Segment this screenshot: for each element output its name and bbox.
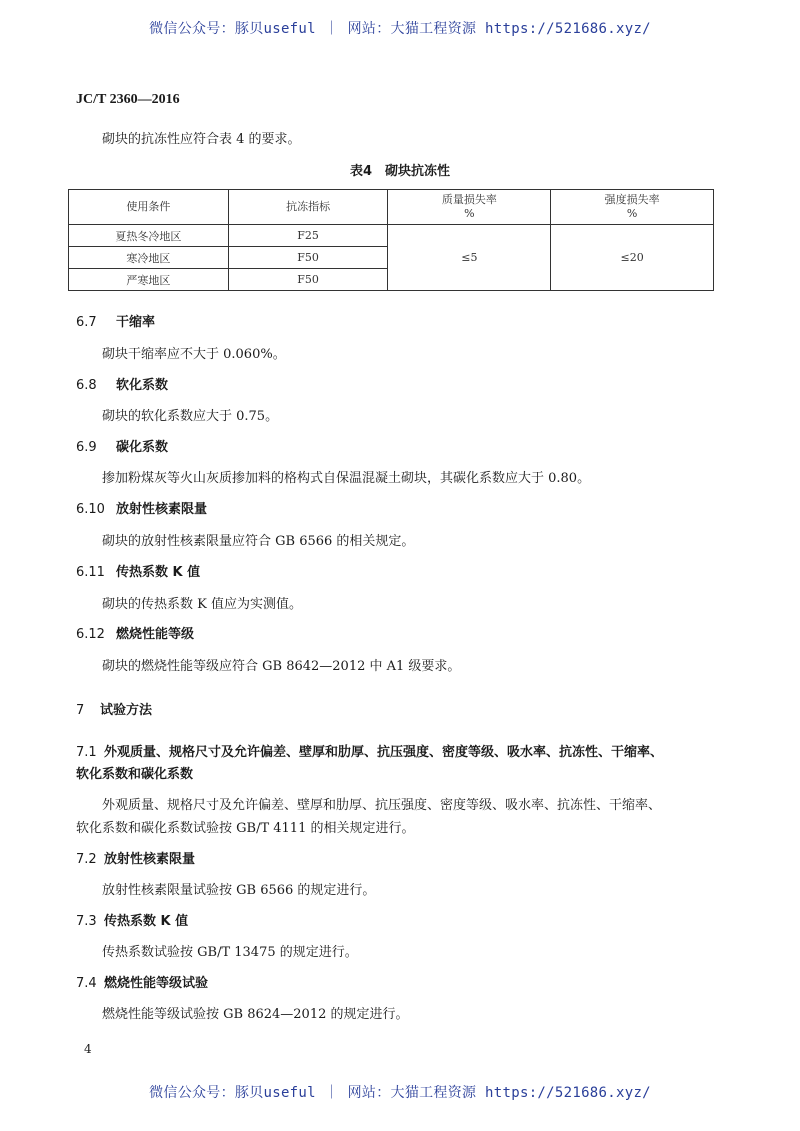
section-7-3-heading bbox=[76, 910, 188, 929]
section-7-2-body: 放射性核素限量试验按 GB 6566 的规定进行。 bbox=[102, 883, 376, 898]
header-strength-loss-label: 强度损失率 bbox=[604, 193, 660, 206]
watermark-bottom: 微信公众号：豚贝useful ｜ 网站：大猫工程资源 https://521686.xyz/ bbox=[149, 1085, 651, 1101]
section-number: 7.1 bbox=[76, 745, 97, 760]
section-title: 燃烧性能等级 bbox=[116, 627, 195, 642]
section-6-11-heading bbox=[76, 561, 200, 580]
section-number: 7.2 bbox=[76, 852, 97, 867]
section-title: 干缩率 bbox=[116, 315, 156, 330]
section-6-11-body: 砌块的传热系数 K 值应为实测值。 bbox=[102, 597, 302, 612]
section-6-7-body: 砌块干缩率应不大于 0.060%。 bbox=[102, 347, 286, 362]
table-title: 表4 砌块抗冻性 bbox=[349, 164, 451, 179]
section-6-12-heading bbox=[76, 623, 194, 642]
section-6-7-heading bbox=[76, 311, 155, 330]
section-title: 软化系数 bbox=[116, 378, 169, 393]
section-6-8-heading bbox=[76, 374, 168, 393]
page-number: 4 bbox=[84, 1042, 92, 1056]
table-header-row bbox=[69, 190, 714, 225]
section-6-10-heading bbox=[76, 498, 207, 517]
header-strength-loss-unit: % bbox=[626, 207, 638, 220]
section-6-12-body: 砌块的燃烧性能等级应符合 GB 8642—2012 中 A1 级要求。 bbox=[102, 659, 461, 674]
cell-condition: 夏热冬冷地区 bbox=[69, 225, 229, 247]
section-title: 燃烧性能等级试验 bbox=[104, 976, 209, 991]
chapter-number: 7 bbox=[76, 703, 85, 718]
section-number: 6.7 bbox=[76, 315, 97, 330]
section-number: 6.9 bbox=[76, 440, 97, 455]
section-number: 6.10 bbox=[76, 502, 105, 517]
section-7-4-body: 燃烧性能等级试验按 GB 8624—2012 的规定进行。 bbox=[102, 1007, 409, 1022]
section-title: 放射性核素限量 bbox=[116, 502, 208, 517]
header-index: 抗冻指标 bbox=[228, 190, 388, 225]
cell-mass-loss: ≤5 bbox=[388, 225, 551, 291]
section-title: 外观质量、规格尺寸及允许偏差、壁厚和肋厚、抗压强度、密度等级、吸水率、抗冻性、干缩率、 bbox=[104, 745, 664, 760]
cell-condition: 严寒地区 bbox=[69, 269, 229, 291]
header-mass-loss-unit: % bbox=[464, 207, 475, 220]
chapter-7-heading bbox=[76, 699, 152, 718]
section-number: 6.12 bbox=[76, 627, 105, 642]
section-6-10-body: 砌块的放射性核素限量应符合 GB 6566 的相关规定。 bbox=[102, 534, 415, 549]
section-title: 传热系数 K 值 bbox=[116, 565, 201, 580]
section-number: 6.8 bbox=[76, 378, 97, 393]
section-number: 7.3 bbox=[76, 914, 97, 929]
section-7-1-heading bbox=[76, 741, 663, 760]
watermark-top: 微信公众号：豚贝useful ｜ 网站：大猫工程资源 https://521686.xyz/ bbox=[149, 21, 651, 37]
section-7-2-heading bbox=[76, 848, 195, 867]
header-mass-loss bbox=[388, 190, 551, 225]
section-title: 放射性核素限量 bbox=[104, 852, 196, 867]
header-mass-loss-label: 质量损失率 bbox=[441, 193, 497, 206]
section-number: 6.11 bbox=[76, 565, 105, 580]
cell-strength-loss: ≤20 bbox=[551, 225, 714, 291]
section-7-1-heading-cont bbox=[76, 763, 193, 782]
table-row bbox=[69, 225, 714, 247]
section-7-1-body-line2: 软化系数和碳化系数试验按 GB/T 4111 的相关规定进行。 bbox=[76, 821, 415, 836]
section-7-1-body-line1: 外观质量、规格尺寸及允许偏差、壁厚和肋厚、抗压强度、密度等级、吸水率、抗冻性、干缩率、 bbox=[102, 798, 662, 813]
header-strength-loss bbox=[551, 190, 714, 225]
frost-resistance-table bbox=[68, 189, 714, 291]
cell-index: F50 bbox=[228, 269, 388, 291]
section-6-8-body: 砌块的软化系数应大于 0.75。 bbox=[102, 409, 279, 424]
cell-condition: 寒冷地区 bbox=[69, 247, 229, 269]
section-6-9-body: 掺加粉煤灰等火山灰质掺加料的格构式自保温混凝土砌块，其碳化系数应大于 0.80。 bbox=[102, 471, 591, 486]
section-title: 碳化系数 bbox=[116, 440, 169, 455]
section-7-4-heading bbox=[76, 972, 208, 991]
cell-index: F50 bbox=[228, 247, 388, 269]
intro-paragraph: 砌块的抗冻性应符合表 4 的要求。 bbox=[102, 132, 301, 147]
section-number: 7.4 bbox=[76, 976, 97, 991]
section-6-9-heading bbox=[76, 436, 168, 455]
section-title-continued: 软化系数和碳化系数 bbox=[76, 767, 194, 782]
cell-index: F25 bbox=[228, 225, 388, 247]
section-title: 传热系数 K 值 bbox=[104, 914, 189, 929]
chapter-title: 试验方法 bbox=[100, 703, 153, 718]
document-code: JC/T 2360—2016 bbox=[76, 92, 180, 107]
header-condition: 使用条件 bbox=[69, 190, 229, 225]
section-7-3-body: 传热系数试验按 GB/T 13475 的规定进行。 bbox=[102, 945, 358, 960]
